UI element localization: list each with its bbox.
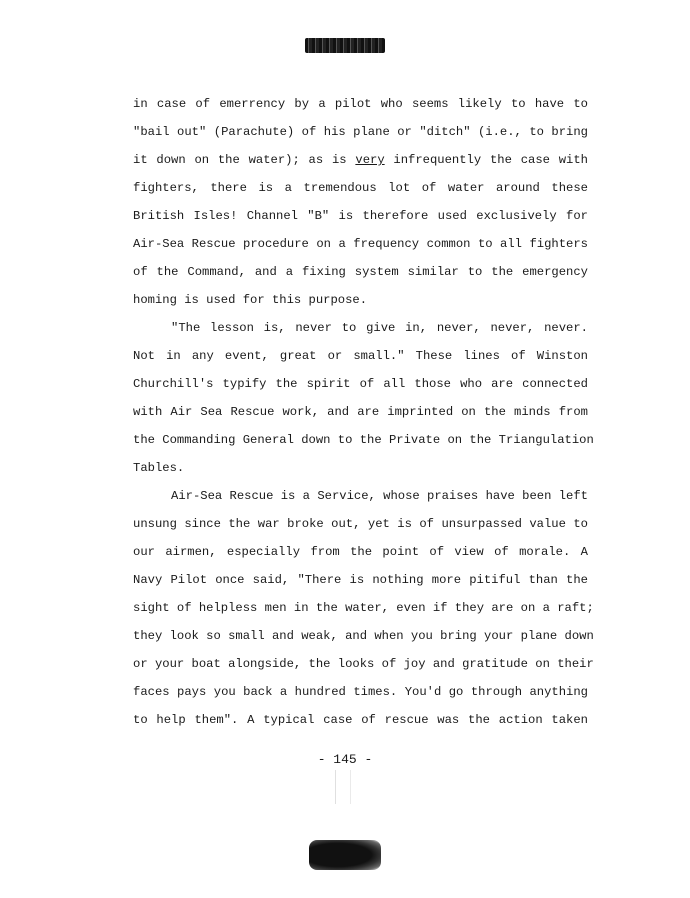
paragraph-2 — [133, 314, 594, 482]
paper-smudge — [335, 770, 351, 804]
text-line: with Air Sea Rescue work, and are imprinted on the minds from — [133, 405, 588, 419]
text-line: Air-Sea Rescue procedure on a frequency common to all fighters — [133, 237, 588, 251]
text-line: Not in any event, great or small." These lines of Winston — [133, 349, 588, 363]
paragraph-3 — [133, 482, 594, 734]
text-line: Churchill's typify the spirit of all those who are connected — [133, 377, 588, 391]
text-line: British Isles! Channel "B" is therefore used exclusively for — [133, 209, 588, 223]
text-line: of the Command, and a fixing system similar to the emergency — [133, 265, 588, 279]
paragraph-1 — [133, 90, 588, 314]
text-line: it down on the water); as is very infrequently the case with — [133, 153, 588, 167]
redaction-stamp-top — [305, 38, 385, 53]
text-line: sight of helpless men in the water, even if they are on a raft; — [133, 601, 594, 615]
text-line: "The lesson is, never to give in, never, never, never. — [171, 321, 588, 335]
text-line: Tables. — [133, 461, 185, 475]
text-line: to help them". A typical case of rescue was the action taken — [133, 713, 588, 727]
text-line: or your boat alongside, the looks of joy and gratitude on their — [133, 657, 594, 671]
text-line: Air-Sea Rescue is a Service, whose praises have been left — [171, 489, 588, 503]
text-line: in case of emerrency by a pilot who seems likely to have to — [133, 97, 588, 111]
text-line: faces pays you back a hundred times. You'd go through anything — [133, 685, 588, 699]
text-line: "bail out" (Parachute) of his plane or "ditch" (i.e., to bring — [133, 125, 588, 139]
body-text — [133, 90, 594, 734]
text-line: our airmen, especially from the point of view of morale. A — [133, 545, 588, 559]
text-line: fighters, there is a tremendous lot of water around these — [133, 181, 588, 195]
text-line: unsung since the war broke out, yet is of unsurpassed value to — [133, 517, 588, 531]
text-line: homing is used for this purpose. — [133, 293, 368, 307]
text-line: Navy Pilot once said, "There is nothing more pitiful than the — [133, 573, 588, 587]
text-line: the Commanding General down to the Private on the Triangulation — [133, 433, 594, 447]
page-number: - 145 - — [317, 752, 373, 767]
text-line: they look so small and weak, and when you bring your plane down — [133, 629, 594, 643]
redaction-stamp-bottom — [309, 840, 381, 870]
